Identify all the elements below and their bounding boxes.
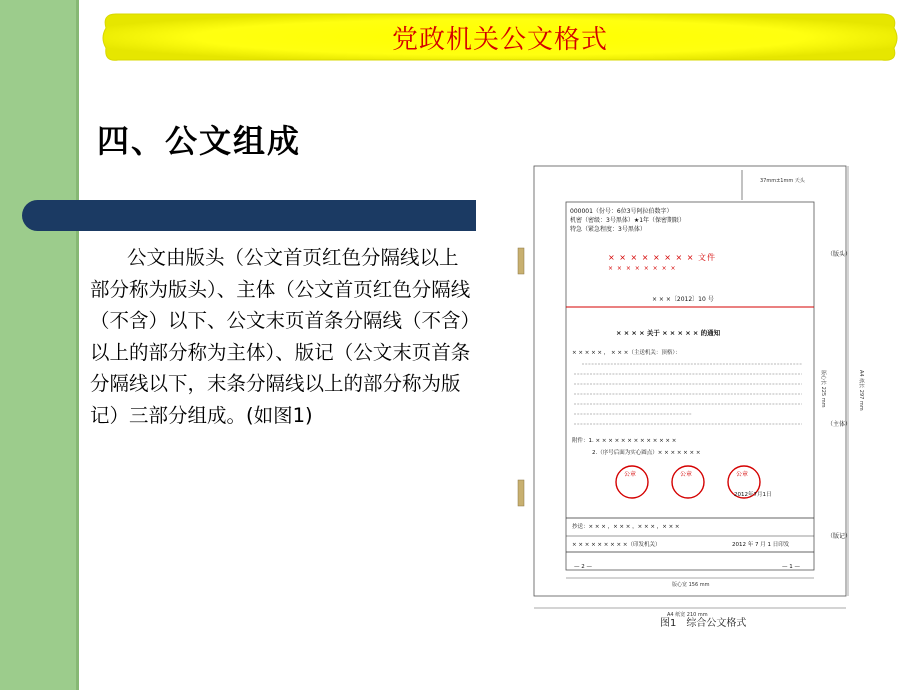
seal-1-label: 公章 (624, 471, 637, 478)
cc-line: 抄送：× × × ，× × × ，× × × ，× × × (572, 524, 680, 530)
section-heading: 四、公文组成 (97, 122, 302, 160)
secret-line: 机密（密级：3号黑体）★1年（保密期限） (570, 217, 686, 224)
seal-3-label: 公章 (736, 471, 749, 478)
print-org: × × × × × × × × ×（印发机关） (572, 542, 661, 548)
issuer-mark-2: × × × × × × × × (608, 265, 677, 272)
page-number-left: — 2 — (574, 564, 592, 570)
binding-mark-top (518, 248, 524, 274)
sign-date: 2012年7月1日 (734, 492, 772, 498)
document-format-figure (482, 160, 902, 630)
label-body: （主体） (827, 421, 852, 428)
label-head: （版头） (827, 251, 852, 258)
urgency-line: 特急（紧急程度：3号黑体） (570, 226, 646, 233)
label-record: （版记） (827, 533, 852, 540)
seal-2-label: 公章 (680, 471, 693, 478)
format-diagram (482, 160, 902, 630)
doc-code: × × ×〔2012〕10 号 (652, 296, 714, 303)
figure-caption: 图1 综合公文格式 (660, 618, 747, 629)
page-number-right: — 1 — (782, 564, 800, 570)
recipient-line: × × × × × ， × × ×（主送机关：顶格）： (572, 350, 681, 356)
left-decorative-strip (0, 0, 76, 690)
attachment-line: 附件：1. × × × × × × × × × × × × × (572, 438, 677, 444)
print-date: 2012 年 7 月 1 日印发 (732, 542, 790, 548)
binding-mark-bottom (518, 480, 524, 506)
slide-title: 党政机关公文格式 (391, 24, 608, 55)
dim-core-label: 版心宽 156 mm (672, 582, 710, 588)
section-divider-bar (22, 200, 476, 231)
dim-core-height-label: 版心长 225 mm (820, 370, 826, 408)
doc-number: 000001（份号：6位3号阿拉伯数字） (570, 208, 673, 215)
issuer-mark: × × × × × × × × 文件 (608, 253, 716, 262)
body-paragraph: 公文由版头（公文首页红色分隔线以上部分称为版头）、主体（公文首页红色分隔线（不含）以下、公文末页首条分隔线（不含）以上的部分称为主体）、版记（公文末页首条分隔线以下，末条分隔线以上的部分称为版记）三部分组成。(如图1) (90, 246, 471, 427)
doc-title: × × × × 关于 × × × × × 的通知 (616, 329, 721, 337)
title-banner (96, 8, 904, 66)
dim-height-label: A4 纸长 297 mm (858, 370, 864, 411)
attachment-line-2: 2.（序号后面为实心圆点）× × × × × × × (592, 450, 701, 456)
left-strip-edge (76, 0, 79, 690)
dim-width-label: A4 纸宽 210 mm (667, 612, 708, 618)
dim-top-label: 37mm±1mm 天头 (760, 178, 805, 184)
